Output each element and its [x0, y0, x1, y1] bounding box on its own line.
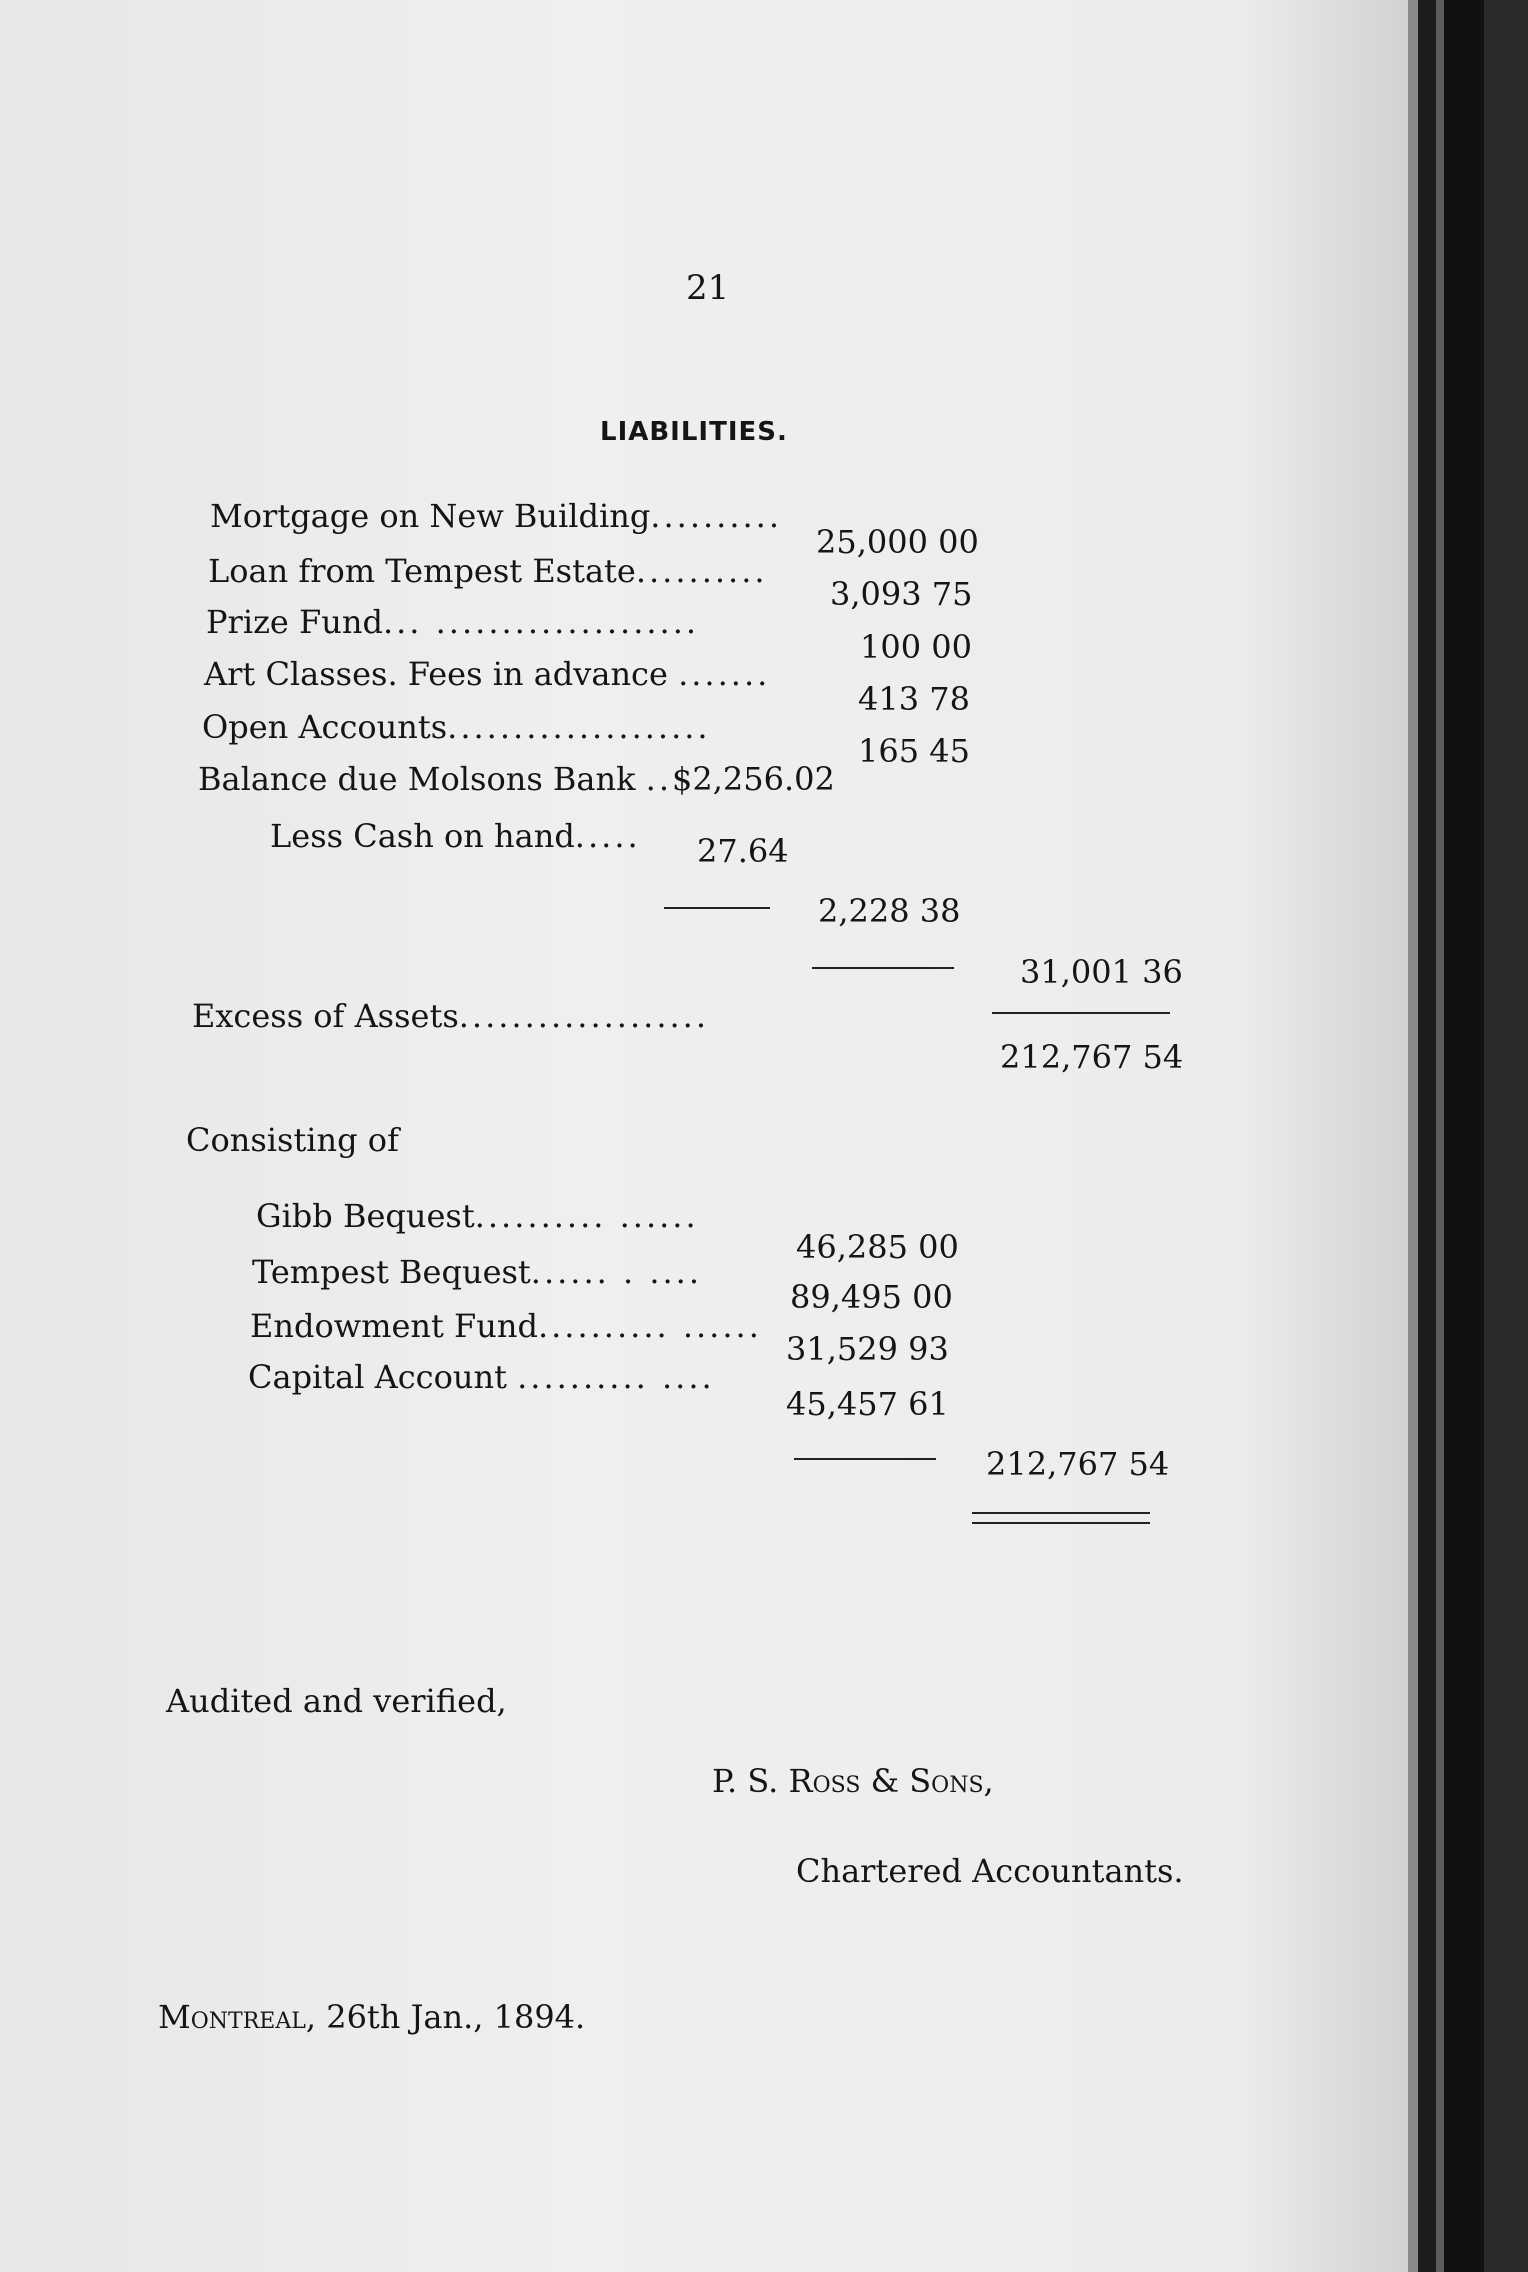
page-edge: [1408, 0, 1418, 2272]
fund-label: Endowment Fund.......... ......: [250, 1307, 762, 1345]
consisting-label: Consisting of: [186, 1121, 399, 1159]
page-number: 21: [686, 268, 730, 308]
liability-amount: 3,093 75: [830, 575, 973, 613]
fund-label: Gibb Bequest.......... ......: [256, 1197, 699, 1235]
fund-amount: 46,285 00: [796, 1228, 959, 1266]
consisting-total: 212,767 54: [986, 1445, 1170, 1483]
liability-amount: 25,000 00: [816, 523, 979, 561]
signatory: P. S. Ross & Sons,: [712, 1762, 994, 1800]
subtotal-rule: [794, 1458, 936, 1460]
fund-amount: 45,457 61: [786, 1385, 949, 1423]
liability-label: Mortgage on New Building..........: [210, 497, 783, 535]
fund-amount: 89,495 00: [790, 1278, 953, 1316]
book-spine: [1444, 0, 1484, 2272]
excess-amount: 212,767 54: [1000, 1038, 1184, 1076]
total-liabilities: 31,001 36: [1020, 953, 1183, 991]
fund-label: Tempest Bequest...... . ....: [252, 1253, 703, 1291]
book-spine: [1484, 0, 1528, 2272]
liability-label: Prize Fund... ....................: [206, 603, 700, 641]
signatory-title: Chartered Accountants.: [796, 1852, 1184, 1890]
liability-amount: 100 00: [860, 628, 972, 666]
less-cash-label: Less Cash on hand.....: [270, 817, 641, 855]
fund-amount: 31,529 93: [786, 1330, 949, 1368]
liability-amount: 165 45: [858, 732, 970, 770]
subtotal-rule: [812, 967, 954, 969]
place-date: Montreal, 26th Jan., 1894.: [158, 1998, 586, 2036]
liability-amount: 413 78: [858, 680, 970, 718]
liability-label: Art Classes. Fees in advance .......: [204, 655, 771, 693]
liability-label: Loan from Tempest Estate..........: [208, 552, 768, 590]
fund-label: Capital Account .......... ....: [248, 1358, 715, 1396]
section-heading: LIABILITIES.: [600, 417, 788, 447]
book-spine: [1418, 0, 1436, 2272]
double-rule: [972, 1512, 1150, 1514]
less-cash-amount: 27.64: [697, 832, 789, 870]
bank-net-amount: 2,228 38: [818, 892, 961, 930]
double-rule: [972, 1522, 1150, 1524]
total-rule: [992, 1012, 1170, 1014]
audit-statement: Audited and verified,: [166, 1682, 507, 1720]
liability-label: Open Accounts....................: [202, 708, 711, 746]
page-edge: [1436, 0, 1444, 2272]
excess-label: Excess of Assets...................: [192, 997, 709, 1035]
subtotal-rule: [664, 907, 770, 909]
bank-balance-label: Balance due Molsons Bank ..$2,256.02: [198, 760, 835, 798]
